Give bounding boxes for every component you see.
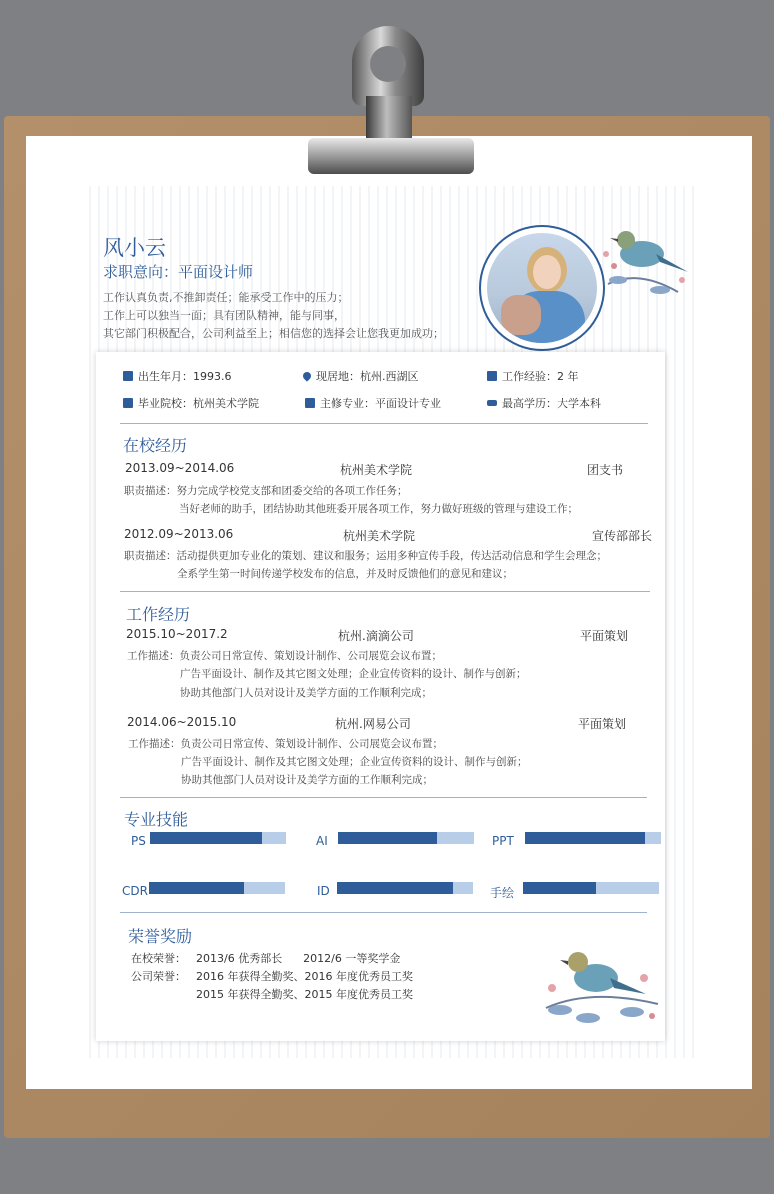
entry-desc-line: 工作描述：负责公司日常宣传、策划设计制作、公司展览会议布置； [127, 650, 442, 662]
skill-label: AI [316, 834, 328, 848]
entry-period: 2013.09~2014.06 [125, 461, 235, 475]
info-major: 主修专业：平面设计专业 [305, 395, 441, 411]
entry-role: 平面策划 [578, 717, 627, 731]
entry-desc-line: 广告平面设计、制作及其它图文处理；企业宣传资料的设计、制作与创新； [180, 668, 527, 680]
section-title-awards: 荣誉奖励 [128, 927, 193, 946]
document-icon [305, 398, 315, 408]
entry-desc-line: 广告平面设计、制作及其它图文处理；企业宣传资料的设计、制作与创新； [181, 756, 528, 768]
skill-bar-fill [149, 882, 244, 894]
skill-bar [525, 832, 661, 844]
section-title-campus: 在校经历 [123, 436, 188, 455]
bird-illustration-icon [598, 214, 694, 298]
entry-desc-line: 职责描述：活动提供更加专业化的策划、建议和服务；运用多种宣传手段，传达活动信息和学生会理念； [124, 550, 607, 562]
skill-bar-fill [337, 882, 453, 894]
award-items: 2013/6 优秀部长 2012/6 一等奖学金 [196, 952, 401, 965]
graduation-cap-icon [487, 400, 497, 406]
info-birth: 出生年月：1993.6 [123, 368, 232, 384]
skill-bar [337, 882, 473, 894]
skill-bar [150, 832, 286, 844]
entry-role: 平面策划 [580, 629, 629, 643]
skill-bar-fill [150, 832, 262, 844]
intro-line: 工作认真负责,不推卸责任；能承受工作中的压力； [103, 291, 349, 304]
award-item: 2016 年获得全勤奖、2016 年度优秀员工奖 [196, 970, 413, 983]
entry-org: 杭州.网易公司 [335, 717, 411, 731]
section-title-work: 工作经历 [126, 605, 191, 624]
entry-desc-line: 协助其他部门人员对设计及美学方面的工作顺利完成； [181, 774, 433, 786]
briefcase-icon [487, 371, 497, 381]
entry-desc-line: 协助其他部门人员对设计及美学方面的工作顺利完成； [180, 687, 432, 699]
candidate-name: 风小云 [103, 236, 166, 260]
award-item: 2015 年获得全勤奖、2015 年度优秀员工奖 [196, 988, 413, 1001]
skill-label: PS [131, 834, 146, 848]
info-degree: 最高学历：大学本科 [487, 395, 601, 411]
calendar-icon [123, 371, 133, 381]
skill-bar [149, 882, 285, 894]
skill-label: 手绘 [490, 886, 515, 900]
entry-period: 2014.06~2015.10 [127, 715, 237, 729]
entry-org: 杭州美术学院 [343, 529, 416, 543]
skill-bar [523, 882, 659, 894]
building-icon [123, 398, 133, 408]
divider [120, 423, 648, 424]
skill-bar-fill [525, 832, 645, 844]
entry-role: 宣传部部长 [592, 529, 653, 543]
skill-label: CDR [122, 884, 148, 898]
divider [120, 912, 647, 913]
entry-role: 团支书 [587, 463, 624, 477]
entry-desc-line: 职责描述：努力完成学校党支部和团委交给的各项工作任务； [124, 485, 408, 497]
entry-desc-line: 工作描述：负责公司日常宣传、策划设计制作、公司展览会议布置； [128, 738, 443, 750]
binder-clip-icon [308, 26, 474, 176]
entry-period: 2012.09~2013.06 [124, 527, 234, 541]
award-label: 公司荣誉： [131, 970, 186, 983]
award-label: 在校荣誉： [131, 952, 186, 965]
divider [120, 797, 647, 798]
entry-org: 杭州.滴滴公司 [338, 629, 414, 643]
intro-line: 工作上可以独当一面；具有团队精神，能与同事， [103, 309, 345, 322]
skill-bar-fill [523, 882, 596, 894]
avatar [479, 225, 605, 351]
entry-desc-line: 全系学生第一时间传递学校发布的信息，并及时反馈他们的意见和建议； [177, 568, 513, 580]
info-school: 毕业院校：杭州美术学院 [123, 395, 259, 411]
section-title-skills: 专业技能 [124, 810, 189, 829]
info-experience: 工作经验：2 年 [487, 368, 579, 384]
job-intent: 求职意向：平面设计师 [103, 263, 254, 281]
intro-line: 其它部门积极配合，公司利益至上；相信您的选择会让您我更加成功； [103, 327, 444, 340]
info-location: 现居地：杭州.西湖区 [303, 368, 419, 384]
entry-org: 杭州美术学院 [340, 463, 413, 477]
bird-illustration-icon [540, 938, 664, 1030]
location-pin-icon [301, 370, 312, 381]
skill-bar [338, 832, 474, 844]
skill-label: PPT [492, 834, 514, 848]
entry-desc-line: 当好老师的助手，团结协助其他班委开展各项工作，努力做好班级的管理与建设工作； [179, 503, 578, 515]
divider [120, 591, 650, 592]
entry-period: 2015.10~2017.2 [126, 627, 228, 641]
skill-bar-fill [338, 832, 437, 844]
skill-label: ID [317, 884, 330, 898]
